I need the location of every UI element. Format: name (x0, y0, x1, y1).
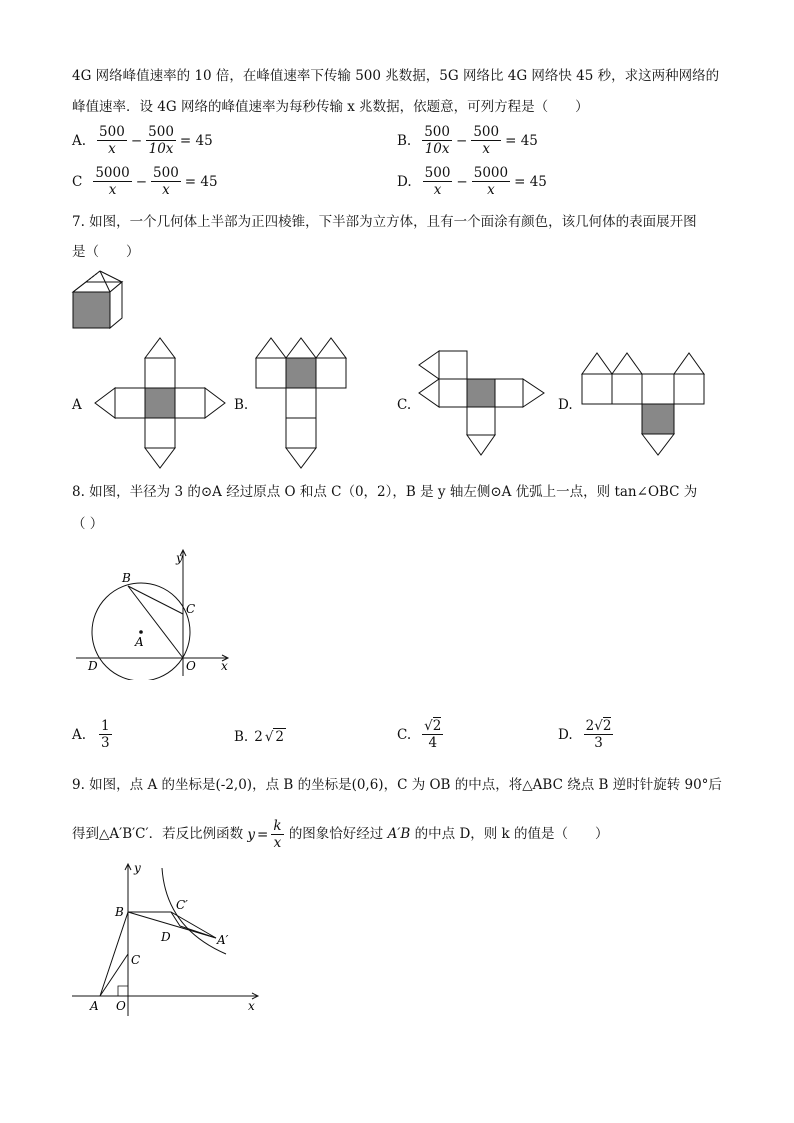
denominator: x (108, 141, 116, 157)
numerator: 500 (148, 124, 174, 140)
option-label: A. (72, 132, 87, 149)
q6-text-line1: 4G 网络峰值速率的 10 倍，在峰值速率下传输 500 兆数据，5G 网络比 4G 网络快 45 秒，求这两种网络的 (72, 68, 720, 84)
numerator: 5000 (95, 165, 130, 181)
denominator: x (433, 182, 442, 198)
q6-option-d[interactable] (397, 165, 550, 198)
q7-text-line2: 是（ ） (72, 244, 140, 260)
option-label: C (72, 173, 83, 190)
coefficient: 2 (254, 728, 263, 745)
label-d: D (161, 930, 171, 944)
numerator: 500 (153, 165, 179, 181)
net-b[interactable] (254, 336, 354, 472)
q6-option-b[interactable] (397, 124, 541, 157)
operator: − (456, 173, 468, 190)
radicand: 2 (432, 718, 442, 734)
option-label: D. (558, 726, 573, 743)
q8-figure (70, 544, 240, 680)
denominator: 3 (594, 735, 603, 751)
label-c: C (131, 953, 141, 967)
numerator: 500 (473, 124, 500, 140)
option-label: C. (397, 726, 412, 743)
func-y: y (247, 826, 256, 843)
func-x: x (273, 835, 282, 851)
center-a-dot (139, 630, 143, 634)
q7-option-b-label[interactable]: B. (234, 397, 249, 413)
numerator: 1 (101, 718, 110, 734)
denominator: 3 (101, 735, 110, 751)
label-o: O (186, 659, 196, 673)
net-c[interactable] (414, 348, 550, 460)
operator: − (456, 132, 468, 149)
net-d[interactable] (578, 350, 710, 460)
q6-text-line2: 峰值速率．设 4G 网络的峰值速率为每秒传输 x 兆数据，依题意，可列方程是（ ） (72, 99, 589, 115)
rhs: = 45 (179, 132, 213, 149)
label-o: O (116, 999, 126, 1013)
func-eq: = (257, 826, 269, 843)
q7-option-d-label[interactable]: D. (558, 397, 573, 413)
q9-text-line2 (72, 818, 609, 851)
q8-option-d[interactable] (558, 718, 614, 751)
option-label: D. (397, 173, 412, 190)
label-b: B (115, 905, 124, 919)
sqrt-symbol: √ (424, 718, 433, 734)
denominator: 4 (428, 735, 438, 751)
rhs: = 45 (514, 173, 547, 190)
q9-line2-part-a: 得到△A′B′C′．若反比例函数 (72, 826, 244, 842)
q9-line2-part-c: 的中点 D，则 k 的值是（ ） (414, 826, 609, 842)
coefficient: 2 (585, 718, 595, 734)
operator: − (130, 132, 143, 149)
sqrt-symbol: √ (594, 718, 603, 734)
label-d: D (88, 659, 98, 673)
label-a: A (90, 999, 99, 1013)
q6-option-a[interactable] (72, 124, 216, 157)
radicand: 2 (275, 729, 285, 745)
q8-text-line1: 8. 如图，半径为 3 的⊙A 经过原点 O 和点 C（0，2），B 是 y 轴左侧⊙A 优弧上一点，则 tan∠OBC 为 (72, 484, 698, 500)
label-x: x (221, 659, 228, 673)
operator: − (135, 173, 148, 190)
denominator: x (162, 182, 170, 198)
denominator: 10x (148, 141, 174, 157)
inverse-function (247, 818, 284, 851)
label-c-prime: C′ (176, 898, 188, 912)
denominator: 10x (424, 141, 450, 157)
option-label: B. (397, 132, 412, 149)
solid-figure (70, 268, 126, 332)
label-c: C (186, 602, 196, 616)
rhs: = 45 (184, 173, 218, 190)
sqrt-symbol: √ (264, 728, 274, 745)
label-y: y (134, 861, 141, 875)
label-a: A (135, 635, 144, 649)
segment-bc (128, 586, 183, 614)
label-b: B (122, 571, 131, 585)
denominator: x (108, 182, 117, 198)
q6-option-c[interactable] (72, 165, 221, 198)
option-label: B. (234, 728, 249, 745)
q7-text-line1: 7. 如图，一个几何体上半部为正四棱锥，下半部为立方体，且有一个面涂有颜色，该几何体的表面展开图 (72, 214, 697, 230)
option-label: A. (72, 726, 87, 743)
numerator: 500 (424, 165, 451, 181)
label-y: y (176, 551, 183, 565)
q8-option-a[interactable] (72, 718, 113, 751)
label-a-prime: A′ (217, 933, 229, 947)
q7-option-a-label[interactable]: A (72, 397, 82, 413)
q7-option-c-label[interactable]: C. (397, 397, 412, 413)
rhs: = 45 (505, 132, 538, 149)
q9-figure (68, 858, 268, 1018)
q9-line2-part-b: 的图象恰好经过 (288, 826, 384, 842)
numerator: 5000 (473, 165, 509, 181)
net-a[interactable] (90, 336, 230, 470)
q8-option-b[interactable] (234, 728, 286, 745)
func-k: k (273, 818, 282, 834)
numerator: 500 (424, 124, 450, 140)
denominator: x (482, 141, 491, 157)
radicand: 2 (602, 718, 612, 734)
q8-text-line2: （ ） (72, 516, 104, 532)
denominator: x (487, 182, 495, 198)
q9-line2-segment: A′B (387, 826, 411, 842)
right-angle-mark (118, 986, 128, 996)
q9-text-line1: 9. 如图，点 A 的坐标是(-2,0)，点 B 的坐标是(0,6)，C 为 OB 的中点，将△ABC 绕点 B 逆时针旋转 90°后 (72, 777, 722, 793)
q8-option-c[interactable] (397, 718, 444, 751)
triangle-abc (100, 912, 128, 996)
label-x: x (248, 999, 255, 1013)
numerator: 500 (99, 124, 125, 140)
